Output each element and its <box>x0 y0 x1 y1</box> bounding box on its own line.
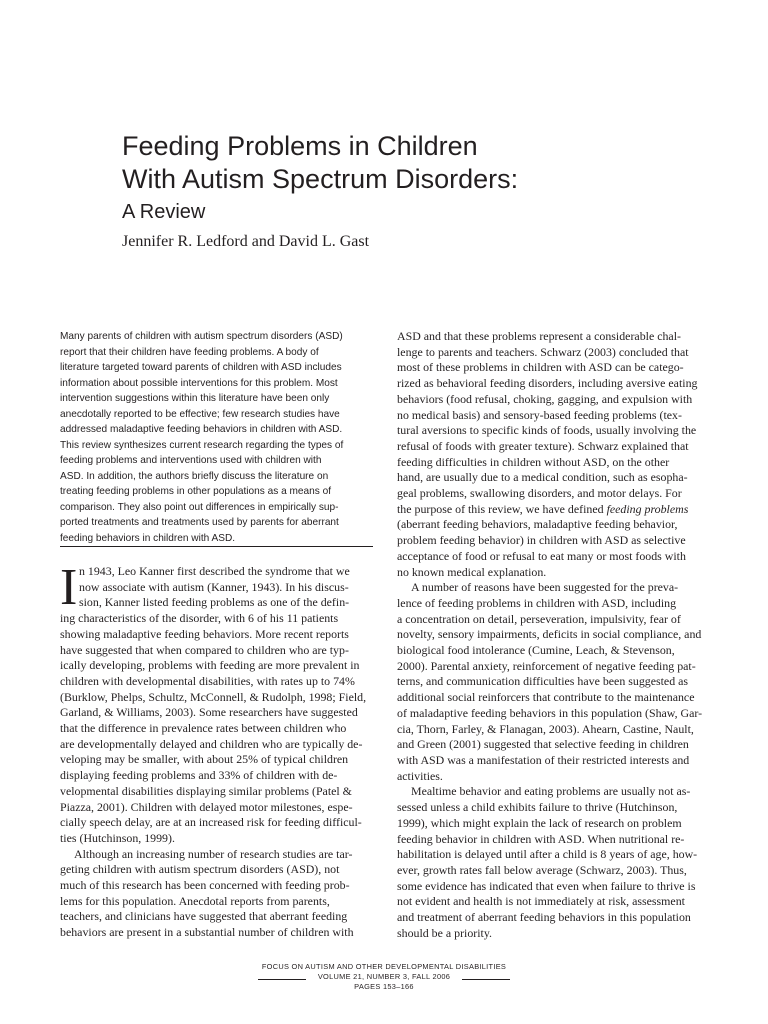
abstract-divider <box>60 546 373 547</box>
article-subtitle: A Review <box>122 201 206 223</box>
text-line: a concentration on detail, perseveration, impulsivity, fear of <box>397 611 681 626</box>
footer-issue: VOLUME 21, NUMBER 3, FALL 2006 <box>317 972 451 981</box>
text-line: (aberrant feeding behaviors, maladaptive feeding behavior, <box>397 517 678 532</box>
text-line: and treatment of aberrant feeding behaviors in this population <box>397 910 691 925</box>
text-line: behaviors are present in a substantial number of children with <box>60 925 354 940</box>
text-line: lence of feeding problems in children with ASD, including <box>397 595 677 610</box>
text-line: have suggested that when compared to children who are typ- <box>60 642 349 657</box>
text-line: feeding difficulties in children without ASD, on the other <box>397 454 670 469</box>
drop-cap: I <box>60 559 78 616</box>
text-line: showing maladaptive feeding behaviors. More recent reports <box>60 626 349 641</box>
text-line: report that their children have feeding problems. A body of <box>60 346 319 358</box>
text-line: novelty, sensory impairments, deficits in social compliance, and <box>397 627 702 642</box>
text-line: A number of reasons have been suggested for the preva- <box>411 580 679 595</box>
text-line: 2000). Parental anxiety, reinforcement of negative feeding pat- <box>397 658 696 673</box>
text-line: geting children with autism spectrum disorders (ASD), not <box>60 862 340 877</box>
text-line: terns, and communication difficulties have been suggested as <box>397 674 689 689</box>
text-line: Although an increasing number of research studies are tar- <box>74 846 353 861</box>
text-line: of maladaptive feeding behaviors in this population (Shaw, Gar- <box>397 705 703 720</box>
text-line: ing characteristics of the disorder, with 6 of his 11 patients <box>60 611 339 626</box>
text-line: rized as behavioral feeding disorders, including aversive eating <box>397 376 698 391</box>
text-line: Piazza, 2001). Children with delayed motor milestones, espe- <box>60 799 353 814</box>
text-line: children with developmental disabilities, with rates up to 74% <box>60 673 355 688</box>
text-line: ties (Hutchinson, 1999). <box>60 830 175 845</box>
text-line: veloping may be smaller, with about 25% of typical children <box>60 752 349 767</box>
text-line: literature targeted toward parents of children with ASD includes <box>60 362 342 373</box>
article-title <box>122 130 682 196</box>
text-line: habilitation is delayed until after a child is 8 years of age, how- <box>397 847 698 862</box>
text-line: cially speech delay, are at an increased risk for feeding difficul- <box>60 815 362 830</box>
text-line: acceptance of food or refusal to eat many or most foods with <box>397 548 686 563</box>
text-line: feeding behaviors in children with ASD. <box>60 532 236 544</box>
text-line: feeding problems and interventions used with children with <box>60 455 322 466</box>
text-line: anecdotally reported to be effective; few research studies have <box>60 408 340 420</box>
text-line: geal problems, swallowing disorders, and motor delays. For <box>397 486 682 501</box>
text-line: problem feeding behavior) in children with ASD as selective <box>397 533 686 548</box>
text-line: activities. <box>397 768 443 783</box>
text-line: no medical basis) and sensory-based feeding problems (tex- <box>397 407 682 422</box>
text-line: Mealtime behavior and eating problems are usually not as- <box>411 784 691 799</box>
definition-line: the purpose of this review, we have defined feeding problems <box>397 501 689 516</box>
text-line: biological food intolerance (Cumine, Leach, & Stevenson, <box>397 643 675 658</box>
paragraph <box>397 784 715 941</box>
footer-rule-right <box>462 979 510 980</box>
paragraph-continued <box>397 517 715 580</box>
text-line: ically developing, problems with feeding are more prevalent in <box>60 658 360 673</box>
defined-term: feeding problems <box>606 501 689 516</box>
paragraph <box>397 580 715 784</box>
text-line: treating feeding problems in other populations as a means of <box>60 486 332 497</box>
text-line: lenge to parents and teachers. Schwarz (2003) concluded that <box>397 344 689 359</box>
text-line: much of this research has been concerned with feeding prob- <box>60 878 350 893</box>
text-line: not evident and health is not immediately at risk, assessment <box>397 894 685 909</box>
journal-footer <box>0 962 768 992</box>
text-line: lems for this population. Anecdotal reports from parents, <box>60 893 330 908</box>
title-line: Feeding Problems in Children <box>122 131 478 161</box>
text-line: most of these problems in children with ASD can be catego- <box>397 360 684 375</box>
abstract <box>60 329 380 546</box>
text-line: ASD and that these problems represent a considerable chal- <box>397 329 681 343</box>
text-line: additional social reinforcers that contribute to the maintenance <box>397 690 695 705</box>
text-line: tural aversions to specific kinds of foods, usually involving the <box>397 423 697 438</box>
article-authors: Jennifer R. Ledford and David L. Gast <box>122 233 370 250</box>
footer-pages: PAGES 153–166 <box>354 982 414 991</box>
text-line: sessed unless a child exhibits failure to thrive (Hutchinson, <box>397 800 678 815</box>
dropcap-lines <box>60 559 376 616</box>
text-line: should be a priority. <box>397 925 492 940</box>
footer-journal: FOCUS ON AUTISM AND OTHER DEVELOPMENTAL DISABILITIES <box>261 962 507 971</box>
text-line: that the difference in prevalence rates between children who <box>60 721 347 736</box>
title-line: With Autism Spectrum Disorders: <box>122 164 519 194</box>
text-line: cia, Thorn, Farley, & Flanagan, 2003). Ahearn, Castine, Nault, <box>397 721 694 736</box>
paragraph <box>60 611 376 847</box>
text-line: with ASD was a manifestation of their restricted interests and <box>397 752 690 767</box>
text-line: ported treatments and treatments used by parents for aberrant <box>60 517 339 528</box>
text-line: hand, are usually due to a medical condition, such as esopha- <box>397 470 688 485</box>
text-line: velopmental disabilities displaying similar problems (Patel & <box>60 783 352 798</box>
text-line: some evidence has indicated that even when failure to thrive is <box>397 878 696 893</box>
text-line: n 1943, Leo Kanner first described the syndrome that we <box>79 564 350 578</box>
text-line: refusal of foods with greater texture). Schwarz explained that <box>397 438 689 453</box>
text-line: ASD. In addition, the authors briefly discuss the literature on <box>60 470 329 482</box>
text-line: teachers, and clinicians have suggested that aberrant feeding <box>60 909 348 924</box>
text-line: ever, growth rates fall below average (Schwarz, 2003). Thus, <box>397 862 687 877</box>
text-line: (Burklow, Phelps, Schultz, McConnell, & Rudolph, 1998; Field, <box>60 689 367 704</box>
paragraph <box>60 847 376 941</box>
paragraph <box>397 329 715 502</box>
text-line: comparison. They also point out differences in empirically sup- <box>60 501 339 513</box>
text-line: Garland, & Williams, 2003). Some researchers have suggested <box>60 705 358 720</box>
text-line: displaying feeding problems and 33% of children with de- <box>60 768 338 783</box>
text-line: Many parents of children with autism spectrum disorders (ASD) <box>60 331 343 342</box>
body-column-left <box>60 559 376 941</box>
text-line: and Green (2001) suggested that selective feeding in children <box>397 737 689 752</box>
footer-rule-left <box>258 979 306 980</box>
text-line: sion, Kanner listed feeding problems as one of the defin- <box>79 595 350 610</box>
text-line: intervention suggestions within this literature have been only <box>60 393 330 404</box>
text-line: no known medical explanation. <box>397 564 547 579</box>
text-line: behaviors (food refusal, choking, gagging, and expulsion with <box>397 391 693 406</box>
text-line: 1999), which might explain the lack of research on problem <box>397 815 682 830</box>
article-header <box>122 130 682 252</box>
text-line: addressed maladaptive feeding behaviors in children with ASD. <box>60 424 343 435</box>
text-line: feeding behavior in children with ASD. When nutritional re- <box>397 831 685 846</box>
body-column-right <box>397 329 715 941</box>
text-line: information about possible interventions for this problem. Most <box>60 377 338 389</box>
text-line: This review synthesizes current research regarding the types of <box>60 439 344 451</box>
text-line: are developmentally delayed and children who are typically de- <box>60 736 363 751</box>
text-line: now associate with autism (Kanner, 1943). In his discus- <box>79 579 349 594</box>
dropcap-paragraph <box>60 559 376 616</box>
